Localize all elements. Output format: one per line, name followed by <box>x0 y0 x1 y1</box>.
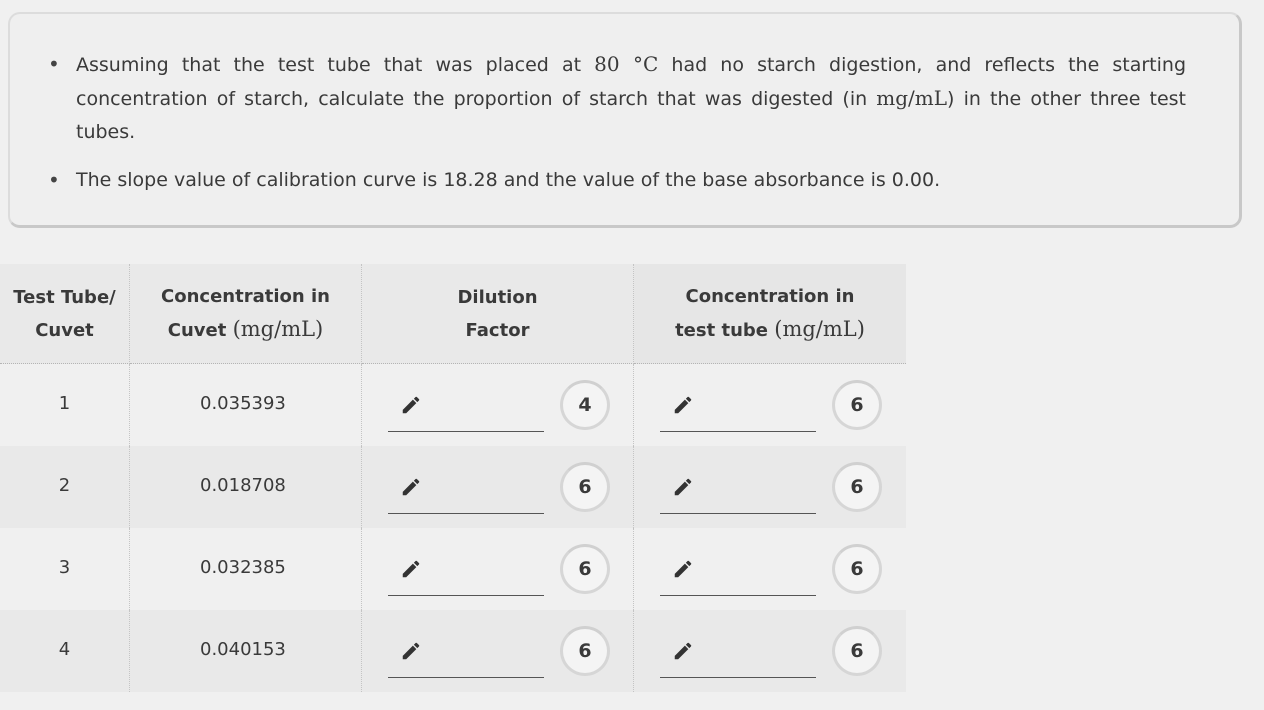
pencil-icon <box>672 476 694 498</box>
input-underline <box>660 431 816 432</box>
pencil-icon <box>672 394 694 416</box>
attempts-badge: 6 <box>832 544 882 594</box>
test-tube-concentration-cell <box>634 364 906 446</box>
temperature-value: 80 °C <box>594 52 659 76</box>
pencil-icon <box>672 558 694 580</box>
unit-text: mg/mL <box>876 86 948 110</box>
test-tube-concentration-cell <box>634 528 906 610</box>
dilution-factor-cell <box>362 528 634 610</box>
tube-number: 3 <box>0 528 130 610</box>
header-label: Cuvet <box>167 320 233 341</box>
header-unit: (mg/mL) <box>774 317 865 341</box>
attempts-badge: 6 <box>560 626 610 676</box>
header-label: Cuvet <box>35 319 94 341</box>
attempts-badge: 6 <box>832 626 882 676</box>
header-label: Concentration in <box>161 286 330 307</box>
instruction-bullet-2: • The slope value of calibration curve is 18.28 and the value of the base absorbance is 0.00. <box>76 164 1186 197</box>
header-label: test tube <box>675 320 775 341</box>
data-table <box>0 264 906 692</box>
attempts-badge: 6 <box>560 462 610 512</box>
tube-number: 1 <box>0 364 130 446</box>
input-underline <box>388 595 544 596</box>
instruction-text: had no starch digestion, and reflects the starting concentration of starch, calculate the proportion of starch that was digested (in <box>76 54 1187 110</box>
dilution-factor-cell <box>362 610 634 692</box>
input-underline <box>660 677 816 678</box>
instruction-bullet-1 <box>76 48 1186 149</box>
dilution-factor-cell <box>362 446 634 528</box>
header-label: Dilution <box>457 286 538 308</box>
header-label: Concentration in <box>685 286 855 307</box>
pencil-icon <box>672 640 694 662</box>
test-tube-concentration-cell <box>634 610 906 692</box>
input-underline <box>660 595 816 596</box>
tube-number: 4 <box>0 610 130 692</box>
attempts-badge: 6 <box>832 380 882 430</box>
instruction-text: ) in the other three test tubes. <box>76 88 1187 143</box>
header-unit: (mg/mL) <box>232 317 324 341</box>
input-underline <box>388 513 544 514</box>
test-tube-concentration-cell <box>634 446 906 528</box>
dilution-factor-cell <box>362 364 634 446</box>
cuvet-concentration: 0.040153 <box>130 610 362 692</box>
header-tube <box>0 264 130 364</box>
pencil-icon <box>400 640 422 662</box>
cuvet-concentration: 0.032385 <box>130 528 362 610</box>
input-underline <box>388 677 544 678</box>
instruction-text: Assuming that the test tube that was placed at <box>76 54 595 76</box>
cuvet-concentration: 0.035393 <box>130 364 362 446</box>
header-concentration-cuvet <box>130 264 362 364</box>
pencil-icon <box>400 558 422 580</box>
attempts-badge: 4 <box>560 380 610 430</box>
header-label: Factor <box>465 319 530 341</box>
pencil-icon <box>400 394 422 416</box>
input-underline <box>388 431 544 432</box>
header-dilution-factor <box>362 264 634 364</box>
input-underline <box>660 513 816 514</box>
attempts-badge: 6 <box>560 544 610 594</box>
header-label: Test Tube/ <box>13 286 116 308</box>
cuvet-concentration: 0.018708 <box>130 446 362 528</box>
tube-number: 2 <box>0 446 130 528</box>
instructions-panel <box>8 12 1242 228</box>
header-concentration-test-tube <box>634 264 906 364</box>
attempts-badge: 6 <box>832 462 882 512</box>
pencil-icon <box>400 476 422 498</box>
